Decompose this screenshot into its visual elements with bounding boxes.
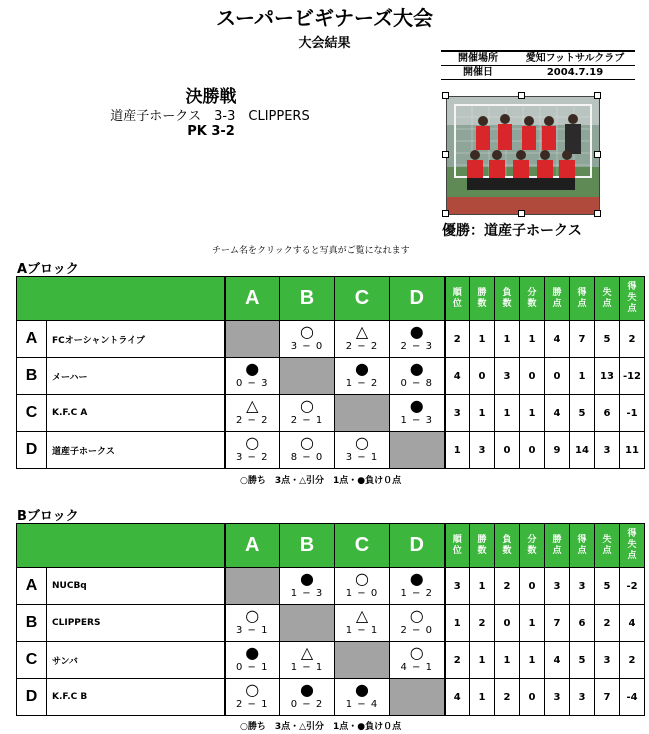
block-a-stat-cell: 1 [470, 321, 495, 358]
block-b-stat-cell: 3 [445, 568, 470, 605]
block-a-stat-cell: 2 [620, 321, 645, 358]
block-b-team-row [17, 605, 645, 642]
result-symbol: △ [355, 606, 369, 625]
block-a-header-row [17, 277, 645, 321]
block-b-stat-cell: 3 [570, 568, 595, 605]
block-b-col-header-b: B [280, 524, 335, 568]
result-symbol: ○ [245, 433, 260, 452]
date-value: 2004.7.19 [515, 66, 635, 80]
block-a-self-match-cell [390, 432, 445, 469]
winner-caption: 優勝：道産子ホークス [442, 223, 582, 239]
block-b-stat-cell: 7 [595, 679, 620, 716]
block-b-stat-cell: 3 [545, 679, 570, 716]
block-b-stat-cell: 1 [520, 605, 545, 642]
result-symbol: ○ [355, 433, 369, 452]
block-a-stat-header-1: 勝 数 [470, 277, 495, 321]
block-b-results-table [16, 523, 645, 716]
block-a-stat-cell: 4 [445, 358, 470, 395]
block-b-match-result-cell [280, 679, 335, 716]
block-a-team-row [17, 358, 645, 395]
block-b-stat-header-6: 失 点 [595, 524, 620, 568]
block-b-match-result-cell [390, 568, 445, 605]
block-b-row-letter: A [17, 568, 47, 605]
match-score: 1 − 2 [400, 588, 433, 599]
result-symbol: ○ [300, 396, 314, 415]
block-a-match-result-cell [225, 395, 280, 432]
result-symbol: ● [245, 359, 260, 378]
block-b-stat-cell: 2 [495, 568, 520, 605]
final-score: 道産子ホークス 3-3 CLIPPERS [110, 109, 310, 124]
block-b-team-name-link[interactable]: K.F.C B [47, 679, 225, 716]
block-a-stat-header-3: 分 数 [520, 277, 545, 321]
block-b-stat-cell: -4 [620, 679, 645, 716]
match-score: 3 − 0 [290, 341, 324, 352]
block-a-match-result-cell [335, 321, 390, 358]
match-score: 0 − 3 [236, 378, 269, 389]
block-b-stat-cell: 3 [570, 679, 595, 716]
match-score: 3 − 2 [236, 452, 269, 463]
match-score: 1 − 1 [345, 625, 379, 636]
block-b-match-result-cell [225, 642, 280, 679]
block-b-match-result-cell [335, 605, 390, 642]
block-a-results-table [16, 276, 645, 469]
block-a-stat-cell: -1 [620, 395, 645, 432]
block-b-match-result-cell [225, 679, 280, 716]
result-symbol: ○ [409, 643, 424, 662]
block-b-team-name-link[interactable]: サンバ [47, 642, 225, 679]
block-b-stat-cell: 5 [570, 642, 595, 679]
block-a-match-result-cell [225, 432, 280, 469]
photo-handle-top-right[interactable] [594, 92, 601, 99]
block-a-team-name-link[interactable]: 道産子ホークス [47, 432, 225, 469]
block-a-stat-cell: 7 [570, 321, 595, 358]
block-a-stat-header-4: 勝 点 [545, 277, 570, 321]
block-a-row-letter: B [17, 358, 47, 395]
photo-handle-bottom-right[interactable] [594, 210, 601, 217]
block-b-match-result-cell [280, 642, 335, 679]
block-a-row-letter: D [17, 432, 47, 469]
block-a-match-result-cell [225, 358, 280, 395]
result-symbol: ○ [245, 606, 260, 625]
block-b-self-match-cell [390, 679, 445, 716]
block-b-header-blank [17, 524, 225, 568]
page-subtitle: 大会結果 [298, 36, 351, 51]
block-b-stat-cell: 1 [470, 568, 495, 605]
match-score: 2 − 1 [236, 699, 269, 710]
block-a-team-name-link[interactable]: FCオーシャントライブ [47, 321, 225, 358]
block-a-stat-cell: 1 [495, 321, 520, 358]
block-b-stat-cell: 5 [595, 568, 620, 605]
block-a-stat-header-6: 失 点 [595, 277, 620, 321]
match-score: 1 − 3 [400, 415, 433, 426]
block-a-team-row [17, 321, 645, 358]
block-a-stat-cell: 1 [495, 395, 520, 432]
block-a-self-match-cell [335, 395, 390, 432]
match-score: 2 − 2 [236, 415, 269, 426]
block-a-col-header-a: A [225, 277, 280, 321]
block-b-stat-header-7: 得 失 点 [620, 524, 645, 568]
block-a-stat-header-7: 得 失 点 [620, 277, 645, 321]
block-a-stat-header-5: 得 点 [570, 277, 595, 321]
block-b-stat-cell: 4 [545, 642, 570, 679]
block-a-row-letter: C [17, 395, 47, 432]
block-a-col-header-c: C [335, 277, 390, 321]
match-score: 2 − 1 [290, 415, 324, 426]
block-b-stat-cell: 0 [520, 679, 545, 716]
block-a-stat-cell: -12 [620, 358, 645, 395]
block-b-stat-cell: 1 [470, 679, 495, 716]
photo-handle-top-left[interactable] [442, 92, 449, 99]
block-b-self-match-cell [225, 568, 280, 605]
match-score: 2 − 0 [400, 625, 433, 636]
block-a-team-name-link[interactable]: K.F.C A [47, 395, 225, 432]
block-b-match-result-cell [390, 642, 445, 679]
match-score: 8 − 0 [290, 452, 324, 463]
date-label: 開催日 [441, 66, 515, 80]
venue-row [441, 51, 635, 66]
block-a-self-match-cell [280, 358, 335, 395]
photo-handle-top-middle[interactable] [518, 92, 525, 99]
result-symbol: △ [300, 643, 314, 662]
result-symbol: ○ [355, 569, 369, 588]
team-photo[interactable] [446, 96, 600, 215]
block-b-match-result-cell [225, 605, 280, 642]
block-b-stat-header-4: 勝 点 [545, 524, 570, 568]
block-a-team-row [17, 432, 645, 469]
block-a-stat-cell: 14 [570, 432, 595, 469]
result-symbol: ● [409, 359, 424, 378]
block-a-stat-cell: 5 [595, 321, 620, 358]
block-a-stat-cell: 1 [520, 321, 545, 358]
block-b-stat-cell: -2 [620, 568, 645, 605]
block-b-team-row [17, 679, 645, 716]
block-b-stat-cell: 1 [470, 642, 495, 679]
date-row [441, 66, 635, 80]
match-score: 0 − 2 [290, 699, 324, 710]
block-b-stat-cell: 7 [545, 605, 570, 642]
block-a-stat-cell: 4 [545, 395, 570, 432]
block-b-stat-header-5: 得 点 [570, 524, 595, 568]
team-photo-image [447, 97, 599, 214]
block-b-stat-cell: 1 [520, 642, 545, 679]
block-b-header-row [17, 524, 645, 568]
venue-value: 愛知フットサルクラブ [515, 51, 635, 66]
block-a-match-result-cell [335, 358, 390, 395]
match-score: 3 − 1 [236, 625, 269, 636]
block-a-stat-cell: 0 [520, 358, 545, 395]
block-a-stat-cell: 3 [470, 432, 495, 469]
block-b-stat-header-3: 分 数 [520, 524, 545, 568]
block-a-stat-cell: 3 [595, 432, 620, 469]
match-score: 4 − 1 [400, 662, 433, 673]
block-a-match-result-cell [280, 432, 335, 469]
block-a-match-result-cell [335, 432, 390, 469]
block-b-stat-cell: 1 [445, 605, 470, 642]
block-b-stat-cell: 2 [620, 642, 645, 679]
block-a-stat-header-2: 負 数 [495, 277, 520, 321]
block-a-match-result-cell [280, 395, 335, 432]
result-symbol: ● [355, 680, 369, 699]
match-score: 1 − 2 [345, 378, 379, 389]
block-b-team-name-link[interactable]: CLIPPERS [47, 605, 225, 642]
block-b-match-result-cell [280, 568, 335, 605]
block-a-stat-cell: 3 [445, 395, 470, 432]
block-b-stat-cell: 4 [620, 605, 645, 642]
block-b-stat-cell: 1 [495, 642, 520, 679]
block-a-legend: ○勝ち 3点・△引分 1点・●負け０点 [240, 476, 402, 486]
match-score: 0 − 1 [236, 662, 269, 673]
match-score: 1 − 1 [290, 662, 324, 673]
block-b-match-result-cell [335, 568, 390, 605]
block-a-stat-cell: 0 [495, 432, 520, 469]
block-a-stat-cell: 1 [520, 395, 545, 432]
result-symbol: ● [300, 569, 314, 588]
block-a-stat-cell: 0 [520, 432, 545, 469]
block-a-stat-cell: 0 [545, 358, 570, 395]
block-b-row-letter: D [17, 679, 47, 716]
photo-handle-bottom-middle[interactable] [518, 210, 525, 217]
result-symbol: ● [409, 569, 424, 588]
block-b-row-letter: B [17, 605, 47, 642]
match-score: 1 − 4 [345, 699, 379, 710]
block-b-stat-cell: 4 [445, 679, 470, 716]
result-symbol: ● [355, 359, 369, 378]
event-info-table [441, 50, 635, 80]
result-symbol: ○ [245, 680, 260, 699]
block-a-row-letter: A [17, 321, 47, 358]
result-symbol: ● [245, 643, 260, 662]
block-a-match-result-cell [390, 395, 445, 432]
block-b-stat-cell: 2 [470, 605, 495, 642]
block-a-stat-cell: 4 [545, 321, 570, 358]
block-a-stat-cell: 13 [595, 358, 620, 395]
block-b-self-match-cell [280, 605, 335, 642]
match-score: 0 − 8 [400, 378, 433, 389]
block-b-row-letter: C [17, 642, 47, 679]
block-a-col-header-d: D [390, 277, 445, 321]
block-b-stat-cell: 0 [520, 568, 545, 605]
block-b-stat-cell: 0 [495, 605, 520, 642]
result-symbol: △ [246, 396, 259, 415]
block-a-team-row [17, 395, 645, 432]
block-b-team-name-link[interactable]: NUCBq [47, 568, 225, 605]
block-a-stat-cell: 3 [495, 358, 520, 395]
block-b-stat-cell: 6 [570, 605, 595, 642]
block-b-stat-header-1: 勝 数 [470, 524, 495, 568]
block-b-stat-cell: 2 [495, 679, 520, 716]
block-a-stat-cell: 0 [470, 358, 495, 395]
block-a-match-result-cell [280, 321, 335, 358]
block-b-stat-cell: 2 [595, 605, 620, 642]
photo-handle-bottom-left[interactable] [442, 210, 449, 217]
block-b-self-match-cell [335, 642, 390, 679]
block-a-stat-cell: 6 [595, 395, 620, 432]
block-a-stat-cell: 11 [620, 432, 645, 469]
result-symbol: ○ [409, 606, 424, 625]
block-a-stat-cell: 1 [570, 358, 595, 395]
block-a-label: Aブロック [17, 262, 79, 277]
block-b-stat-cell: 3 [545, 568, 570, 605]
block-a-team-name-link[interactable]: メーハー [47, 358, 225, 395]
block-a-stat-cell: 2 [445, 321, 470, 358]
block-a-stat-cell: 1 [470, 395, 495, 432]
block-b-col-header-c: C [335, 524, 390, 568]
match-score: 1 − 0 [345, 588, 379, 599]
block-b-match-result-cell [390, 605, 445, 642]
photo-note: チーム名をクリックすると写真がご覧になれます [212, 246, 410, 256]
result-symbol: △ [355, 322, 369, 341]
block-a-stat-cell: 1 [445, 432, 470, 469]
block-b-col-header-d: D [390, 524, 445, 568]
result-symbol: ● [409, 322, 424, 341]
block-b-stat-cell: 3 [595, 642, 620, 679]
block-b-label: Bブロック [17, 509, 79, 524]
result-symbol: ● [409, 396, 424, 415]
page-title: スーパービギナーズ大会 [216, 6, 433, 30]
block-a-stat-cell: 9 [545, 432, 570, 469]
block-b-match-result-cell [335, 679, 390, 716]
match-score: 3 − 1 [345, 452, 379, 463]
block-b-col-header-a: A [225, 524, 280, 568]
result-symbol: ○ [300, 433, 314, 452]
final-title: 決勝戦 [185, 87, 237, 107]
venue-label: 開催場所 [441, 51, 515, 66]
block-b-stat-header-2: 負 数 [495, 524, 520, 568]
block-a-stat-cell: 5 [570, 395, 595, 432]
block-a-col-header-b: B [280, 277, 335, 321]
result-symbol: ● [300, 680, 314, 699]
block-a-stat-header-0: 順 位 [445, 277, 470, 321]
match-score: 2 − 3 [400, 341, 433, 352]
block-b-legend: ○勝ち 3点・△引分 1点・●負け０点 [240, 722, 402, 732]
block-b-stat-header-0: 順 位 [445, 524, 470, 568]
block-b-stat-cell: 2 [445, 642, 470, 679]
block-b-team-row [17, 642, 645, 679]
match-score: 2 − 2 [345, 341, 379, 352]
block-a-match-result-cell [390, 321, 445, 358]
block-a-match-result-cell [390, 358, 445, 395]
block-a-self-match-cell [225, 321, 280, 358]
final-pk: PK 3-2 [187, 124, 235, 139]
match-score: 1 − 3 [290, 588, 324, 599]
block-b-team-row [17, 568, 645, 605]
block-a-header-blank [17, 277, 225, 321]
photo-handle-middle-right[interactable] [594, 151, 601, 158]
result-symbol: ○ [300, 322, 314, 341]
photo-handle-middle-left[interactable] [442, 151, 449, 158]
